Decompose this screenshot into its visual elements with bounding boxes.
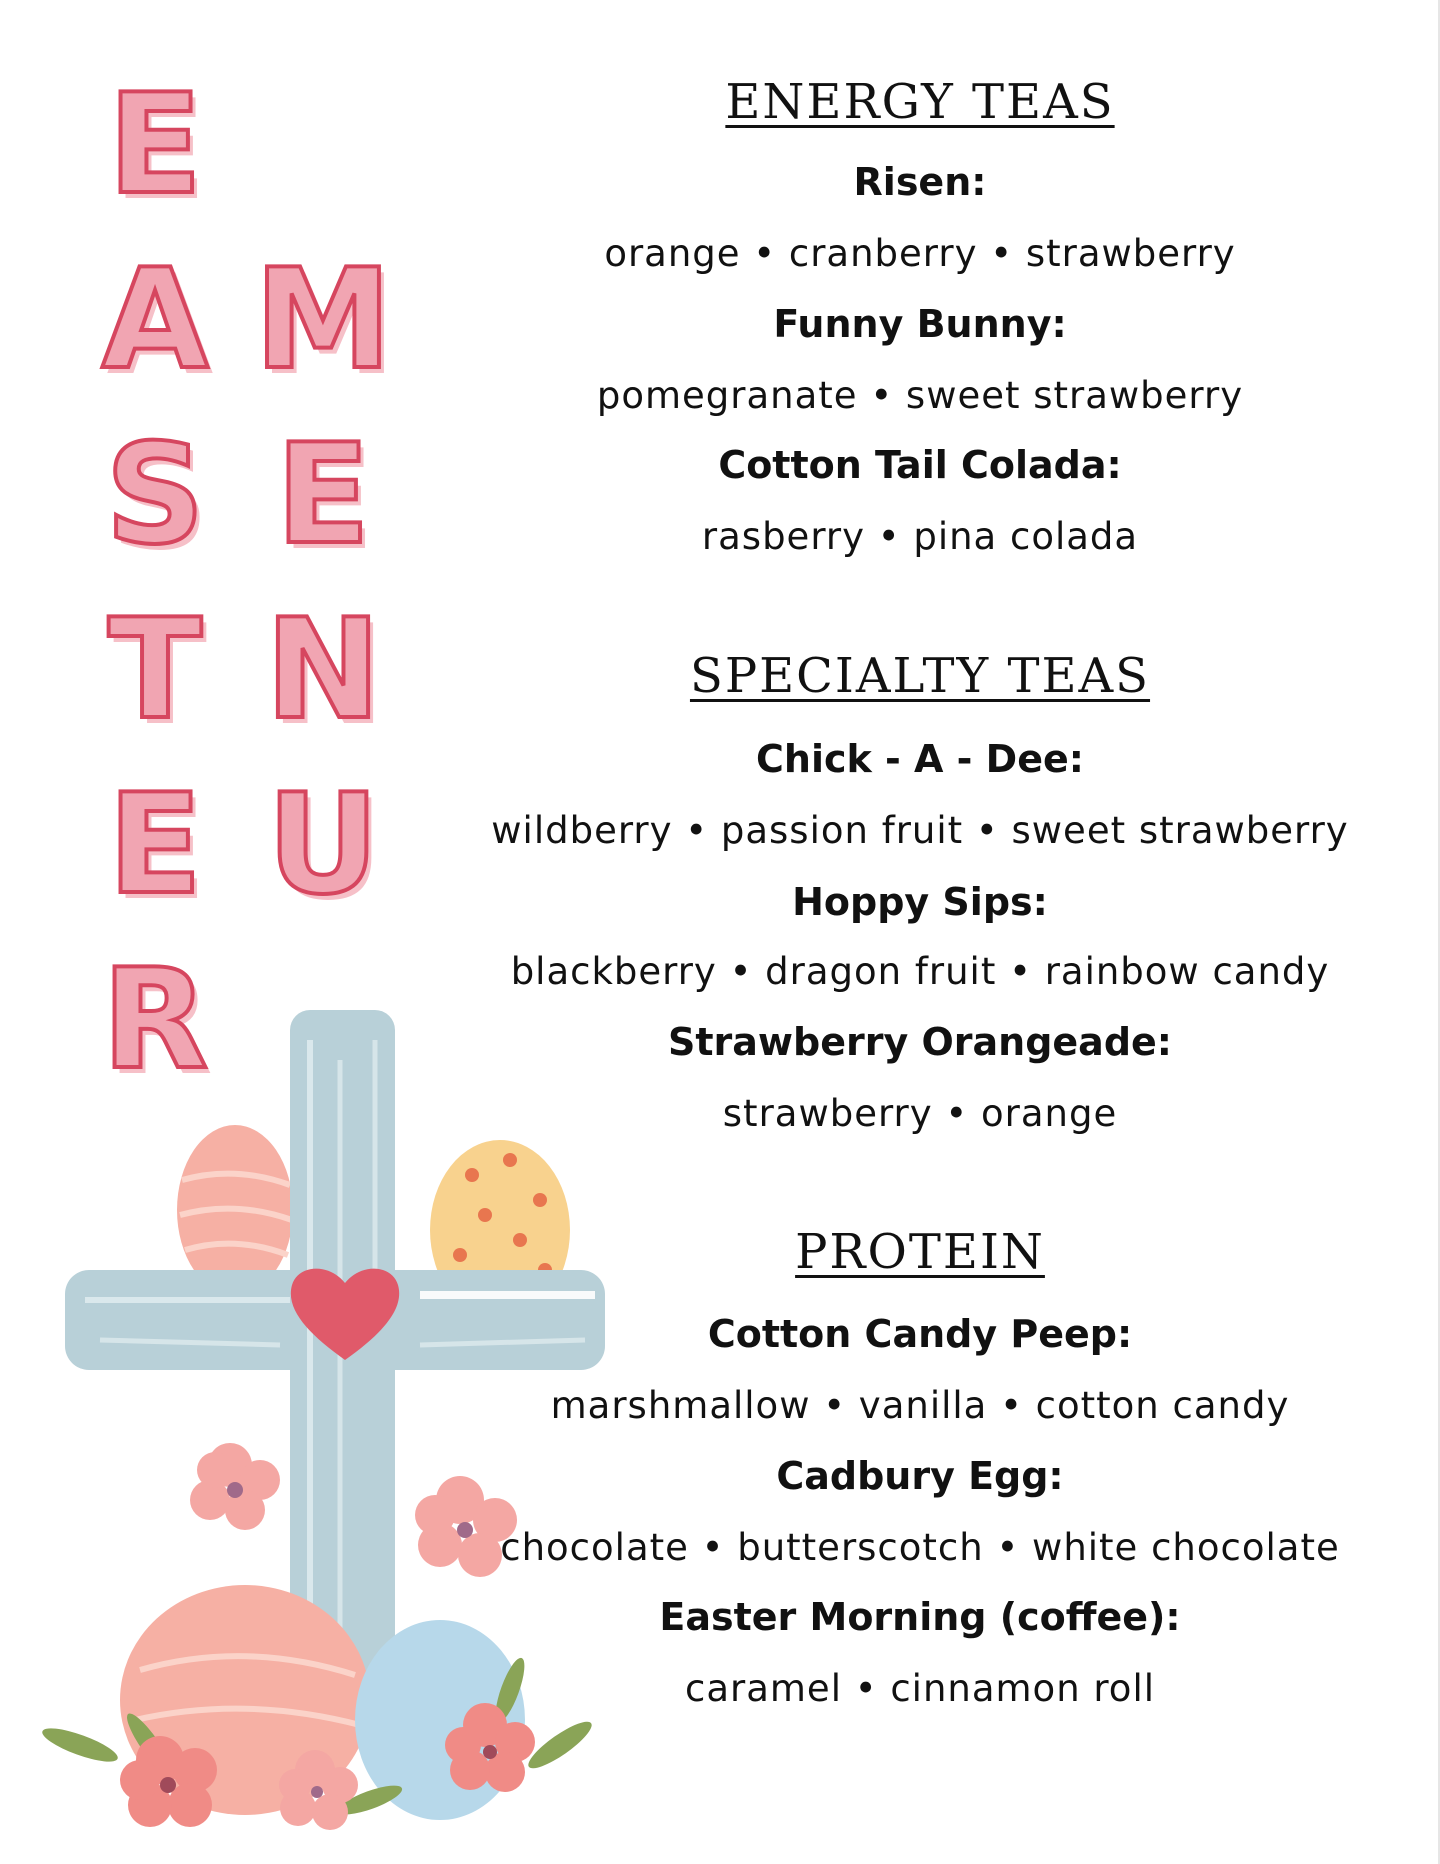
item-flavors: wildberry • passion fruit • sweet strawberry (491, 809, 1349, 852)
section-title-specialty: SPECIALTY TEAS (689, 648, 1151, 704)
easter-letter: S (105, 414, 205, 575)
title-letters (0, 0, 420, 1100)
section-title-protein: PROTEIN (795, 1224, 1045, 1280)
menu-letter: M (254, 239, 392, 400)
item-flavors: marshmallow • vanilla • cotton candy (550, 1384, 1290, 1427)
item-name: Strawberry Orangeade: (667, 1020, 1172, 1064)
item-name: Risen: (853, 160, 987, 204)
item-flavors: blackberry • dragon fruit • rainbow candy (510, 950, 1330, 993)
flower-icon (190, 1443, 280, 1530)
menu-letter: N (265, 589, 381, 750)
item-flavors: rasberry • pina colada (701, 515, 1139, 558)
easter-letter: E (107, 764, 203, 925)
easter-egg-icon (177, 1125, 293, 1295)
item-name: Cotton Tail Colada: (718, 443, 1122, 487)
section-title-energy: ENERGY TEAS (725, 74, 1115, 130)
menu-letter: U (266, 764, 380, 925)
item-name: Hoppy Sips: (792, 880, 1048, 924)
easter-letter: A (101, 239, 209, 400)
item-flavors: strawberry • orange (722, 1092, 1118, 1135)
easter-letter: R (101, 939, 209, 1100)
menu-letter: E (275, 414, 371, 575)
easter-letter: T (107, 589, 203, 750)
item-name: Cadbury Egg: (776, 1454, 1064, 1498)
item-flavors: orange • cranberry • strawberry (604, 232, 1236, 275)
item-name: Easter Morning (coffee): (659, 1595, 1181, 1639)
item-name: Cotton Candy Peep: (707, 1312, 1133, 1356)
item-flavors: pomegranate • sweet strawberry (596, 374, 1244, 417)
item-flavors: chocolate • butterscotch • white chocolate (500, 1526, 1340, 1569)
item-name: Funny Bunny: (773, 302, 1067, 346)
item-name: Chick - A - Dee: (756, 737, 1084, 781)
easter-letter: E (107, 64, 203, 225)
item-flavors: caramel • cinnamon roll (684, 1667, 1156, 1710)
